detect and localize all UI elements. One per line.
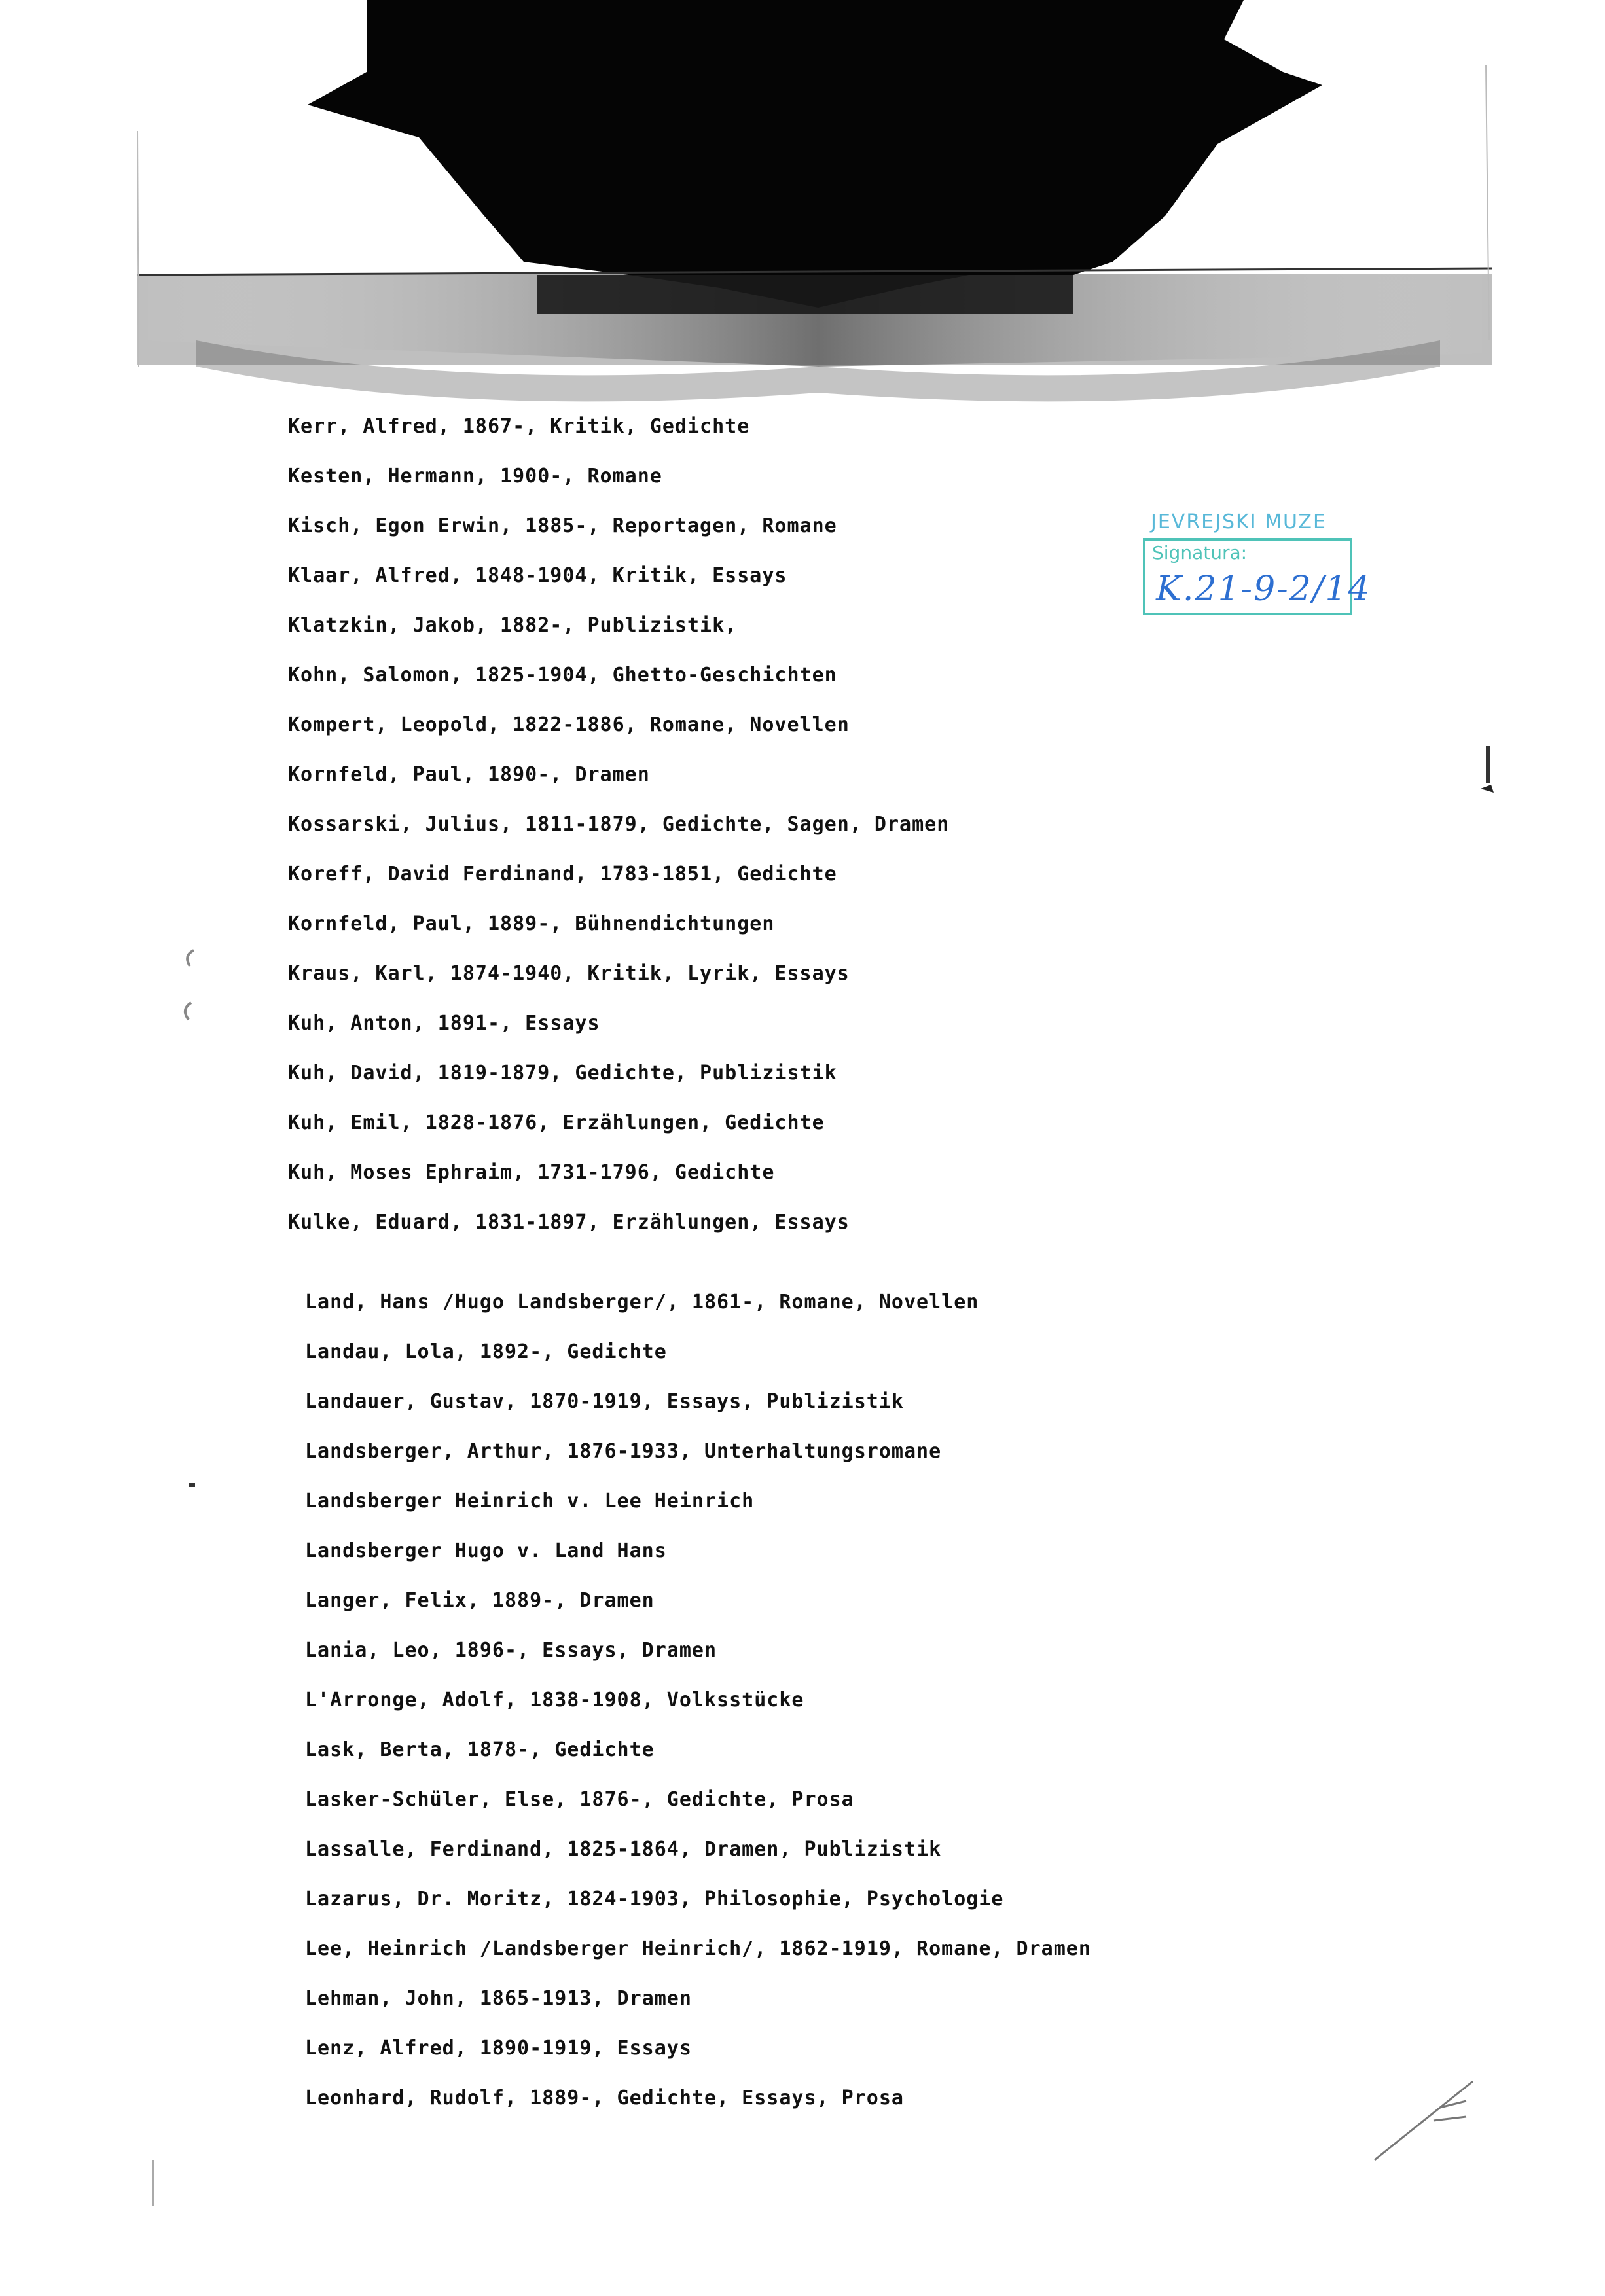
- list-item: Landsberger Heinrich v. Lee Heinrich: [305, 1490, 755, 1513]
- list-item: Kuh, David, 1819-1879, Gedichte, Publizistik: [288, 1062, 837, 1085]
- list-item: Koreff, David Ferdinand, 1783-1851, Gedichte: [288, 863, 837, 886]
- list-item: Lee, Heinrich /Landsberger Heinrich/, 1862-1919, Romane, Dramen: [305, 1937, 1091, 1960]
- stamp-label: Signatura:: [1152, 542, 1248, 564]
- list-item: Langer, Felix, 1889-, Dramen: [305, 1589, 655, 1612]
- list-item: Kulke, Eduard, 1831-1897, Erzählungen, Essays: [288, 1211, 850, 1234]
- list-item: Lazarus, Dr. Moritz, 1824-1903, Philosophie, Psychologie: [305, 1888, 1004, 1910]
- list-item: Lehman, John, 1865-1913, Dramen: [305, 1987, 692, 2010]
- list-item: Lenz, Alfred, 1890-1919, Essays: [305, 2037, 692, 2060]
- list-item: Lasker-Schüler, Else, 1876-, Gedichte, Prosa: [305, 1788, 854, 1811]
- list-item: Klatzkin, Jakob, 1882-, Publizistik,: [288, 614, 738, 637]
- list-item: Kornfeld, Paul, 1890-, Dramen: [288, 763, 650, 786]
- list-item: Lassalle, Ferdinand, 1825-1864, Dramen, Publizistik: [305, 1838, 942, 1861]
- list-item: Kisch, Egon Erwin, 1885-, Reportagen, Romane: [288, 514, 837, 537]
- list-item: Landau, Lola, 1892-, Gedichte: [305, 1340, 667, 1363]
- list-item: Kuh, Anton, 1891-, Essays: [288, 1012, 600, 1035]
- list-item: Leonhard, Rudolf, 1889-, Gedichte, Essays, Prosa: [305, 2087, 904, 2109]
- list-item: Landsberger Hugo v. Land Hans: [305, 1539, 667, 1562]
- list-item: Land, Hans /Hugo Landsberger/, 1861-, Romane, Novellen: [305, 1291, 979, 1314]
- list-item: Kuh, Moses Ephraim, 1731-1796, Gedichte: [288, 1161, 775, 1184]
- list-item: L'Arronge, Adolf, 1838-1908, Volksstücke: [305, 1689, 804, 1712]
- list-item: Kohn, Salomon, 1825-1904, Ghetto-Geschichten: [288, 664, 837, 687]
- list-item: Klaar, Alfred, 1848-1904, Kritik, Essays: [288, 564, 787, 587]
- list-item: Kraus, Karl, 1874-1940, Kritik, Lyrik, Essays: [288, 962, 850, 985]
- list-item: Kornfeld, Paul, 1889-, Bühnendichtungen: [288, 912, 775, 935]
- list-item: Kerr, Alfred, 1867-, Kritik, Gedichte: [288, 415, 750, 438]
- stamp-signature-value: K.21-9-2/14: [1156, 569, 1371, 609]
- list-item: Lask, Berta, 1878-, Gedichte: [305, 1738, 655, 1761]
- stamp-museum-name: JEVREJSKI MUZE: [1151, 511, 1327, 533]
- list-item: Kossarski, Julius, 1811-1879, Gedichte, Sagen, Dramen: [288, 813, 950, 836]
- list-item: Kesten, Hermann, 1900-, Romane: [288, 465, 662, 488]
- list-item: Landauer, Gustav, 1870-1919, Essays, Publizistik: [305, 1390, 904, 1413]
- list-item: Landsberger, Arthur, 1876-1933, Unterhaltungsromane: [305, 1440, 942, 1463]
- list-item: Lania, Leo, 1896-, Essays, Dramen: [305, 1639, 717, 1662]
- list-item: Kuh, Emil, 1828-1876, Erzählungen, Gedichte: [288, 1111, 825, 1134]
- list-item: Kompert, Leopold, 1822-1886, Romane, Novellen: [288, 713, 850, 736]
